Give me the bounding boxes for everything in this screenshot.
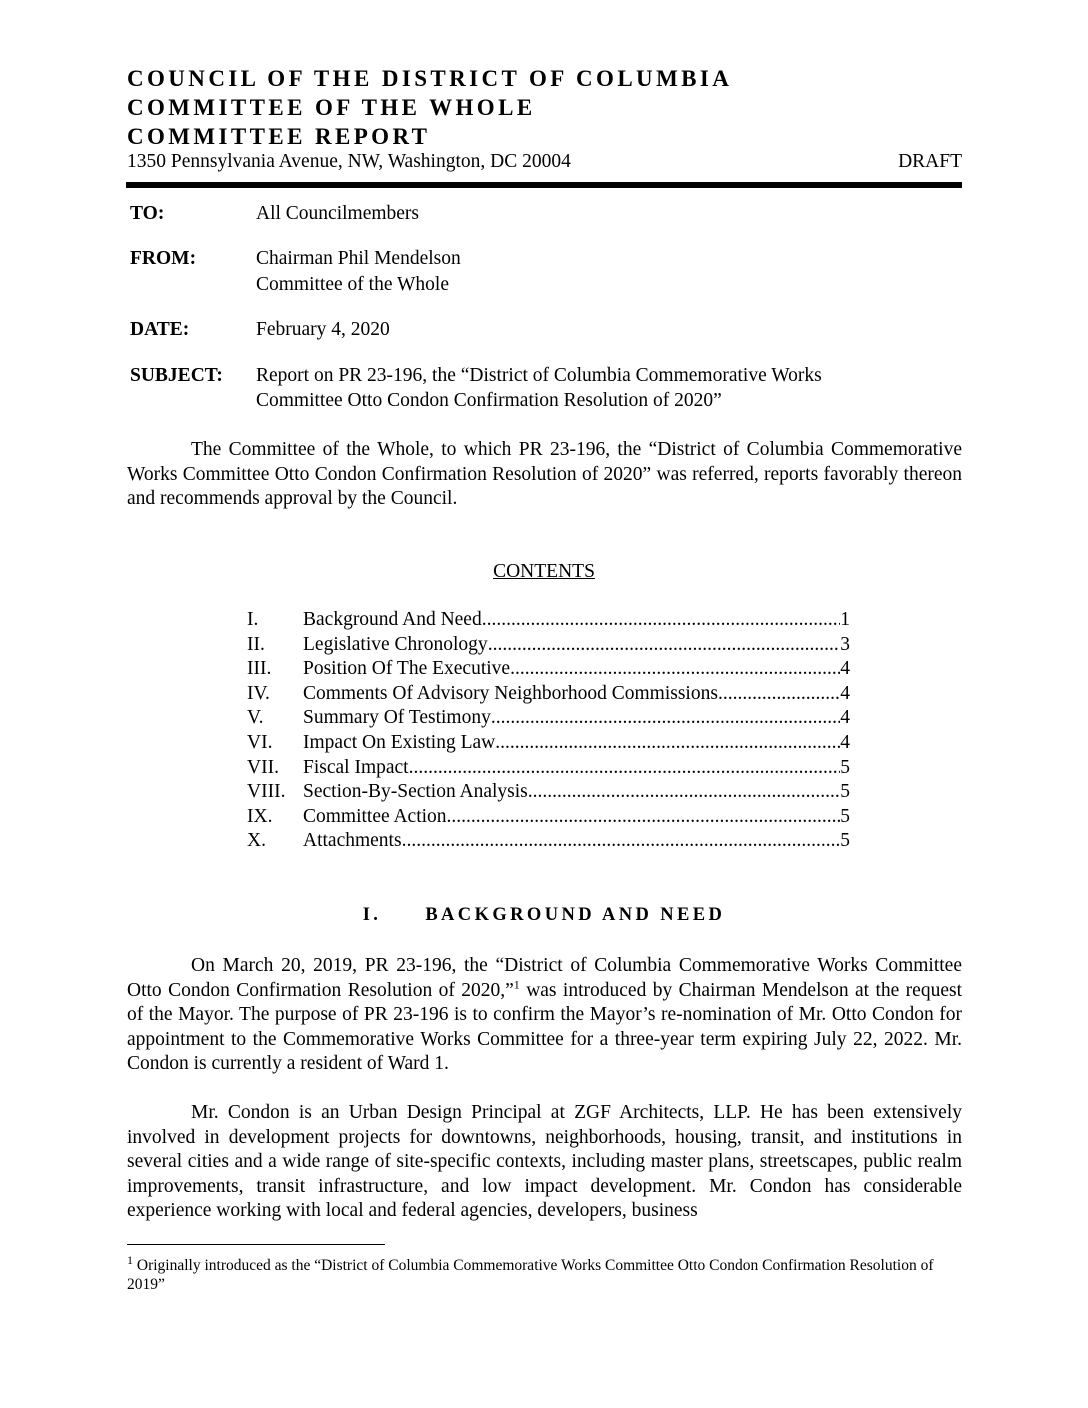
- contents-title: CONTENTS: [493, 561, 595, 582]
- toc-page: 5: [840, 830, 850, 852]
- intro-text: The Committee of the Whole, to which PR 23-196, the “District of Columbia Commemorative Works Committee Otto Condon Confirmation Resolution of 2020” was referred, reports favorably thereon and recommends approval by the Council.: [127, 439, 962, 509]
- footnote-text: Originally introduced as the “District of Columbia Commemorative Works Committee Otto Condon Confirmation Resolution of 2019”: [127, 1257, 934, 1293]
- toc-number: VII.: [247, 756, 279, 778]
- background-text-a: On March 20, 2019, PR 23-196, the “District of Columbia Commemorative Works Committee Otto Condon Confirmation Resolution of 2020,”: [127, 955, 962, 1001]
- date-label: DATE:: [130, 319, 190, 340]
- toc-page: 3: [840, 633, 850, 655]
- toc-leader: [409, 756, 841, 781]
- toc-number: II.: [247, 633, 265, 655]
- toc-label: Legislative Chronology: [303, 633, 488, 655]
- background-paragraph-1: [127, 954, 962, 1077]
- toc-leader: [488, 633, 841, 658]
- subject-label: SUBJECT:: [130, 365, 223, 386]
- toc-leader: [718, 682, 840, 707]
- section-title: BACKGROUND AND NEED: [425, 905, 726, 925]
- from-value-line2: Committee of the Whole: [256, 274, 449, 295]
- toc-number: VI.: [247, 731, 273, 753]
- toc-page: 4: [840, 731, 850, 753]
- background-paragraph-2: [127, 1101, 962, 1224]
- toc-label: Comments Of Advisory Neighborhood Commissions: [303, 682, 718, 704]
- section-number: I.: [362, 905, 382, 925]
- toc-leader: [491, 706, 840, 731]
- toc-entry[interactable]: [247, 756, 850, 781]
- toc-number: III.: [247, 658, 272, 680]
- report-type-heading: COMMITTEE REPORT: [127, 124, 431, 149]
- table-of-contents: [247, 608, 850, 854]
- draft-label: DRAFT: [898, 151, 962, 172]
- toc-label: Attachments: [303, 830, 402, 852]
- section-heading: [0, 905, 1088, 926]
- header-rule: [126, 182, 962, 188]
- toc-entry[interactable]: [247, 608, 850, 633]
- toc-label: Summary Of Testimony: [303, 707, 491, 729]
- toc-entry[interactable]: [247, 657, 850, 682]
- footnote: [127, 1252, 962, 1294]
- toc-page: 4: [840, 658, 850, 680]
- toc-leader: [495, 731, 840, 756]
- toc-leader: [402, 829, 841, 854]
- toc-label: Background And Need: [303, 609, 482, 630]
- toc-entry[interactable]: [247, 633, 850, 658]
- toc-page: 5: [840, 756, 850, 778]
- toc-page: 5: [840, 805, 850, 827]
- toc-entry[interactable]: [247, 682, 850, 707]
- from-label: FROM:: [130, 248, 197, 269]
- toc-label: Fiscal Impact: [303, 756, 409, 778]
- to-value: All Councilmembers: [256, 203, 420, 224]
- toc-entry[interactable]: [247, 706, 850, 731]
- toc-leader: [482, 608, 841, 633]
- toc-entry[interactable]: [247, 829, 850, 854]
- toc-leader: [510, 657, 840, 682]
- intro-paragraph: [127, 438, 962, 512]
- from-value-line1: Chairman Phil Mendelson: [256, 248, 461, 269]
- background-text-b: was introduced by Chairman Mendelson at the request of the Mayor. The purpose of PR 23-196 is to confirm the Mayor’s re-nomination of Mr. Otto Condon for appointment to the Commemorative Works Committee for a three-year term expiring July 22, 2022. Mr. Condon is currently a resident of Ward 1.: [127, 979, 962, 1074]
- toc-leader: [447, 805, 841, 830]
- toc-label: Section-By-Section Analysis: [303, 781, 528, 803]
- toc-page: 1: [840, 609, 850, 630]
- toc-number: IV.: [247, 682, 270, 704]
- toc-entry[interactable]: [247, 731, 850, 756]
- background-text-2: Mr. Condon is an Urban Design Principal at ZGF Architects, LLP. He has been extensively involved in development projects for downtowns, neighborhoods, housing, transit, and institutions in several cities and a wide range of site-specific contexts, including master plans, streetscapes, public realm improvements, transit infrastructure, and low impact development. Mr. Condon has considerable experience working with local and federal agencies, developers, business: [127, 1102, 962, 1221]
- date-value: February 4, 2020: [256, 319, 390, 340]
- footnote-reference[interactable]: 1: [513, 977, 520, 991]
- toc-label: Position Of The Executive: [303, 658, 511, 680]
- toc-page: 5: [840, 781, 850, 803]
- to-label: TO:: [130, 203, 165, 224]
- toc-entry[interactable]: [247, 805, 850, 830]
- toc-number: VIII.: [247, 781, 286, 803]
- toc-leader: [528, 780, 840, 805]
- toc-entry[interactable]: [247, 780, 850, 805]
- council-address: 1350 Pennsylvania Avenue, NW, Washington, DC 20004: [127, 151, 571, 172]
- toc-label: Committee Action: [303, 805, 447, 827]
- committee-name-heading: COMMITTEE OF THE WHOLE: [127, 95, 536, 120]
- toc-number: IX.: [247, 805, 273, 827]
- subject-value-line2: Committee Otto Condon Confirmation Resolution of 2020”: [256, 390, 722, 411]
- footnote-mark: 1: [127, 1252, 133, 1267]
- footnote-rule: [127, 1244, 385, 1245]
- toc-label: Impact On Existing Law: [303, 731, 496, 753]
- toc-number: V.: [247, 707, 264, 729]
- subject-value-line1: Report on PR 23-196, the “District of Columbia Commemorative Works: [256, 365, 822, 386]
- council-name-heading: COUNCIL OF THE DISTRICT OF COLUMBIA: [127, 66, 733, 91]
- toc-number: I.: [247, 609, 259, 630]
- toc-page: 4: [840, 682, 850, 704]
- toc-page: 4: [840, 707, 850, 729]
- toc-number: X.: [247, 830, 266, 852]
